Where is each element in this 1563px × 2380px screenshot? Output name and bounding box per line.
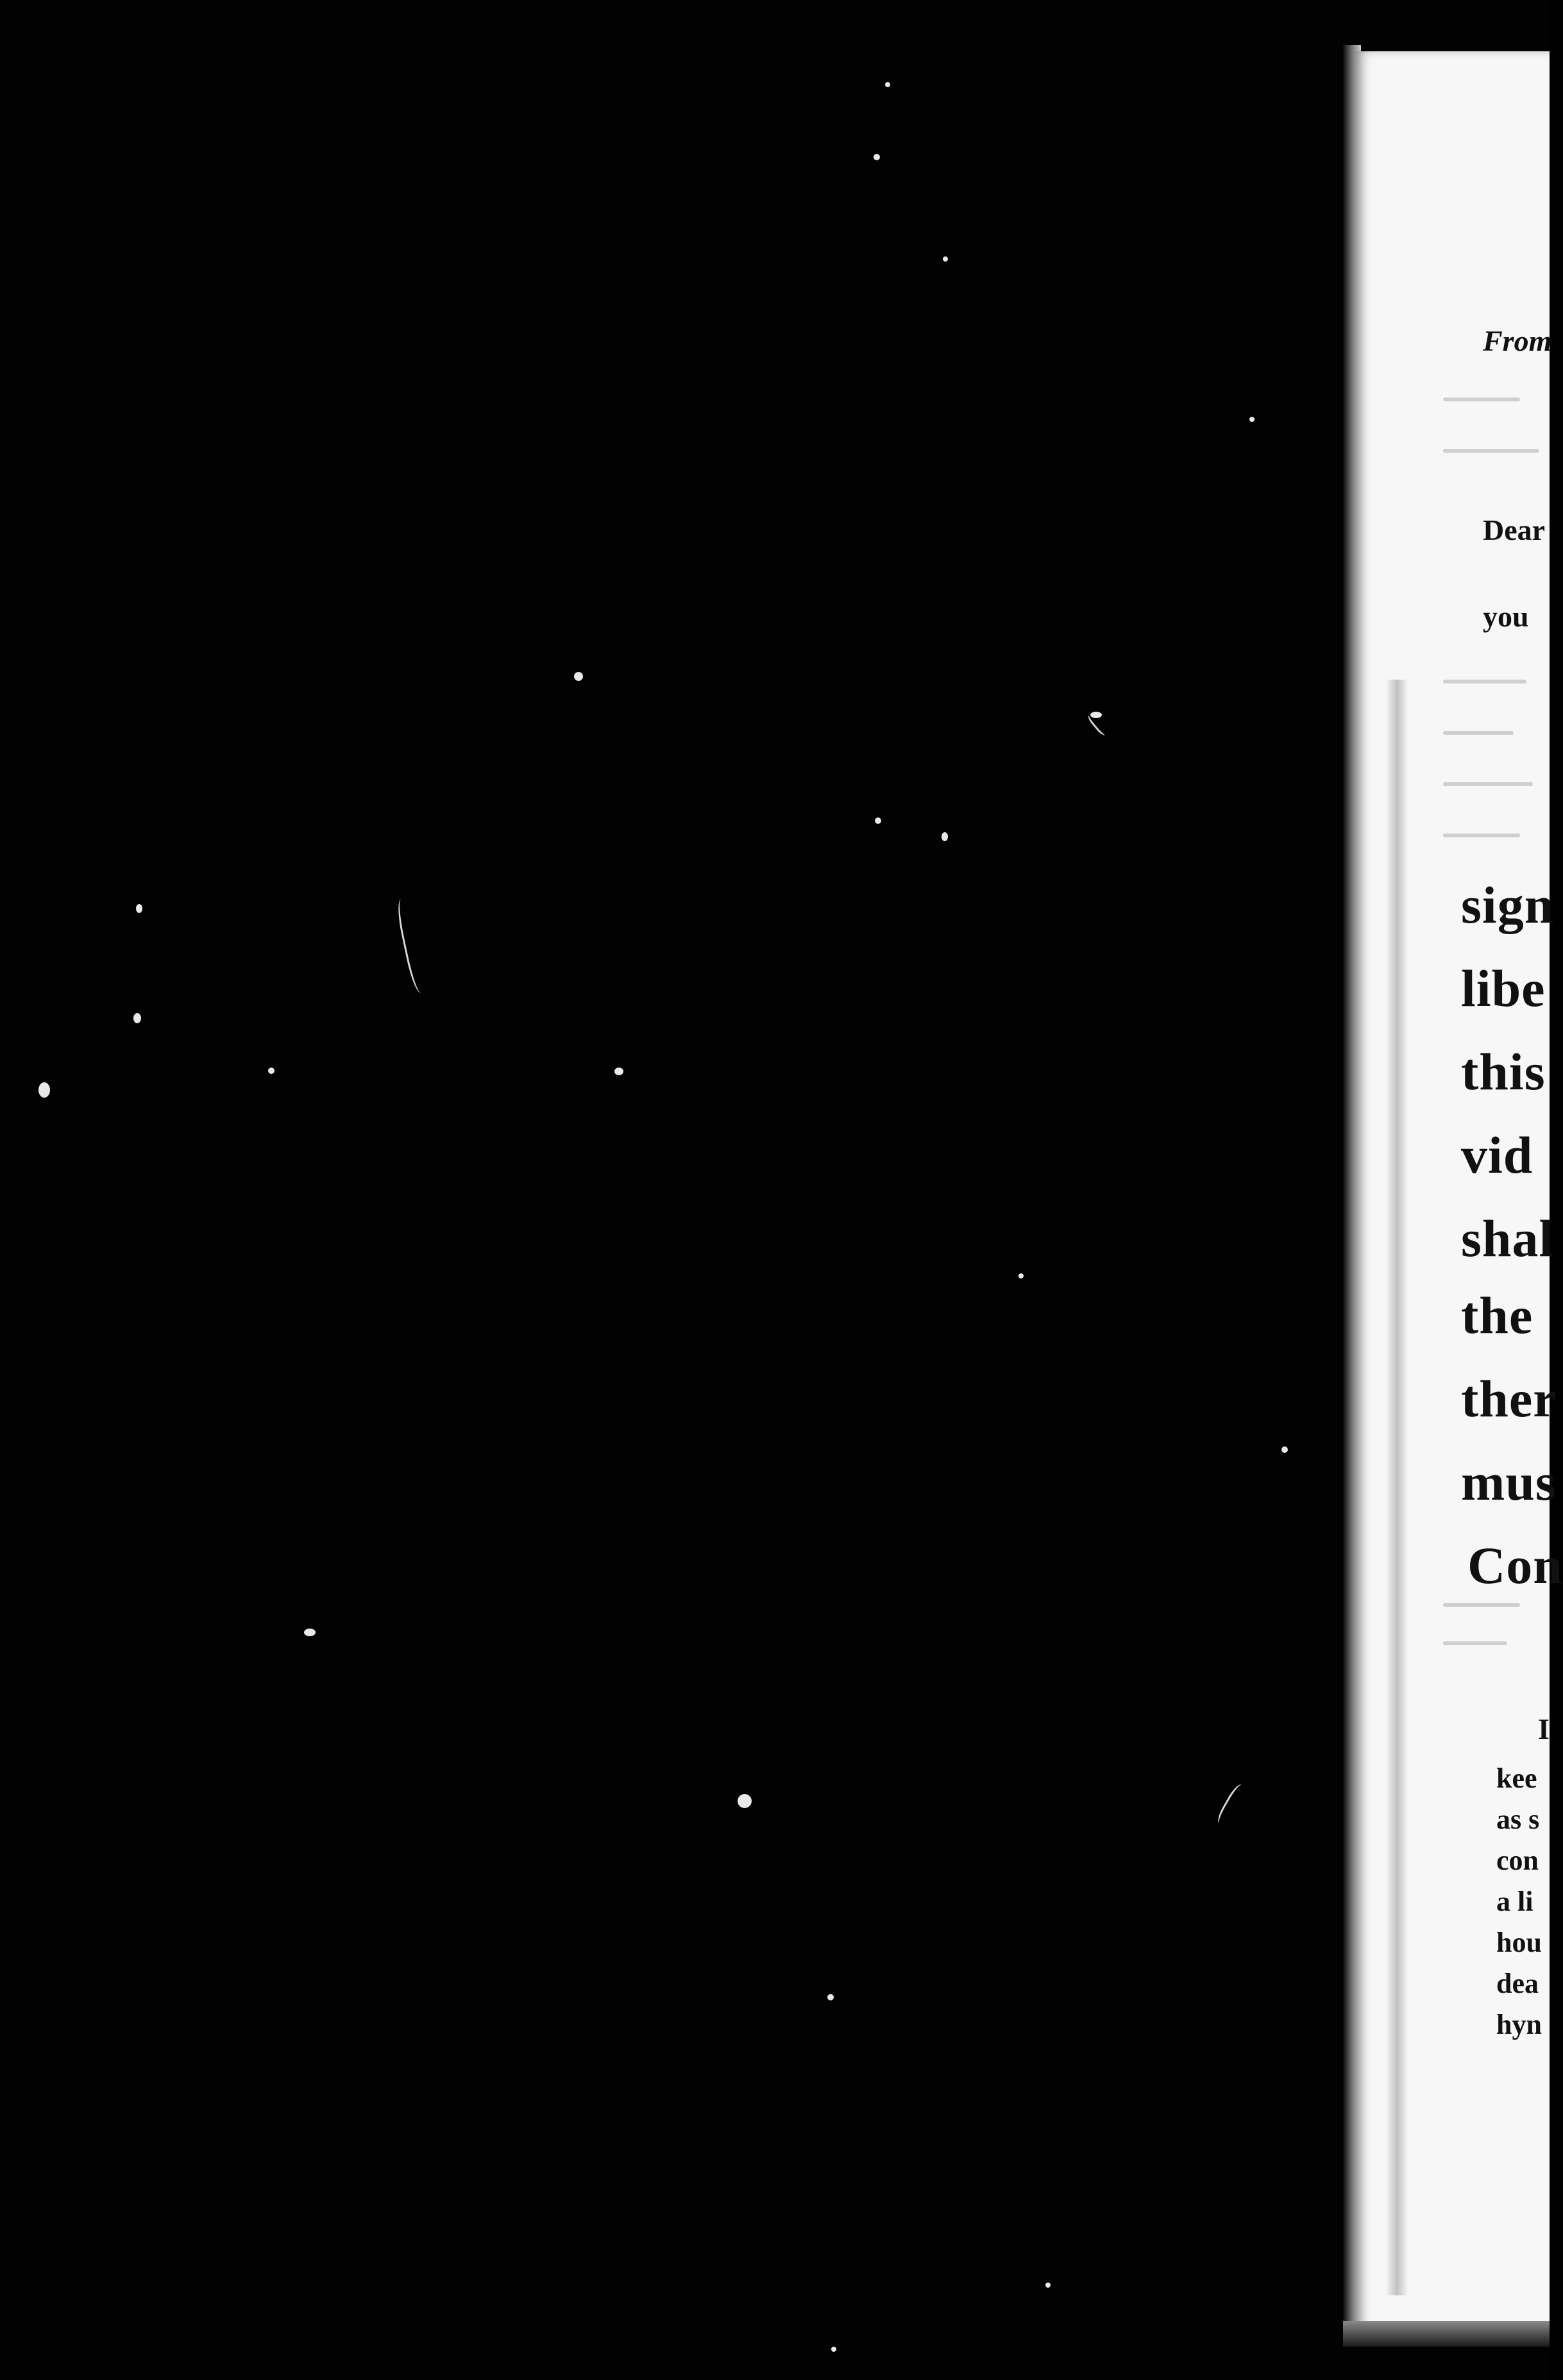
large-text-line: shal <box>1461 1209 1555 1268</box>
bleed-through-line <box>1443 834 1520 837</box>
dust-speck <box>1249 417 1255 422</box>
bleed-through-line <box>1443 782 1533 786</box>
small-text-line: as s <box>1496 1804 1540 1835</box>
dust-speck <box>1281 1446 1288 1453</box>
large-text-line: libe <box>1461 959 1546 1018</box>
dust-speck <box>874 154 880 160</box>
large-text-line: mus <box>1461 1453 1557 1511</box>
initial-fragment: I <box>1538 1713 1550 1745</box>
bleed-through-line <box>1443 1641 1507 1645</box>
header-fragment: From <box>1483 324 1552 357</box>
dust-speck <box>304 1629 316 1636</box>
dust-speck <box>827 1994 834 2000</box>
bleed-through-line <box>1443 680 1526 683</box>
small-text-line: hyn <box>1496 2009 1542 2040</box>
small-text-line: dea <box>1496 1968 1539 1999</box>
dust-speck <box>133 1013 141 1023</box>
large-text-line: ther <box>1461 1370 1557 1428</box>
bleed-through-line <box>1443 398 1520 401</box>
large-text-line: Con <box>1467 1536 1563 1595</box>
large-text-line: the <box>1461 1286 1533 1345</box>
page-fold-shadow <box>1385 680 1408 2295</box>
large-text-line: vid <box>1461 1126 1533 1184</box>
dust-speck <box>738 1794 752 1808</box>
dust-speck <box>38 1082 50 1098</box>
small-text-line: con <box>1496 1845 1539 1876</box>
dust-speck <box>875 817 881 824</box>
dust-speck <box>942 832 948 841</box>
large-text-line: sign <box>1461 876 1555 934</box>
dust-speck <box>1018 1273 1024 1278</box>
small-text-line: hou <box>1496 1927 1542 1958</box>
large-text-line: this <box>1461 1043 1546 1101</box>
bleed-through-line <box>1443 1603 1520 1607</box>
dust-speck <box>943 256 948 262</box>
dust-speck <box>574 672 583 681</box>
dust-speck <box>614 1068 623 1075</box>
bleed-through-line <box>1443 731 1514 735</box>
dust-speck <box>1045 2283 1051 2288</box>
body-fragment: you <box>1483 600 1529 633</box>
salutation-fragment: Dear <box>1483 514 1546 546</box>
dust-speck <box>268 1068 275 1074</box>
dust-speck <box>136 904 142 913</box>
small-text-line: a li <box>1496 1886 1533 1917</box>
small-text-line: kee <box>1496 1763 1537 1794</box>
page-bottom-edge <box>1343 2321 1550 2347</box>
dust-speck <box>831 2347 836 2352</box>
dust-speck <box>885 82 890 87</box>
bleed-through-line <box>1443 449 1539 453</box>
